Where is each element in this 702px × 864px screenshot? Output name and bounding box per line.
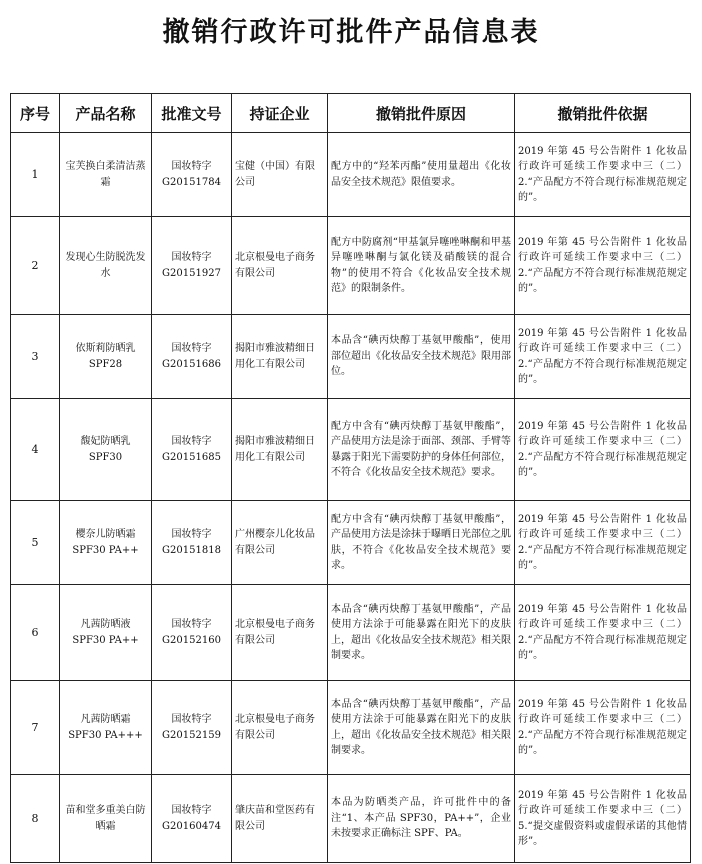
row-product: 依斯莉防晒乳 SPF28 <box>60 315 152 399</box>
header-no: 序号 <box>11 94 60 133</box>
row-reason: 配方中的“羟苯丙酯”使用量超出《化妆品安全技术规范》限值要求。 <box>328 133 515 217</box>
row-basis: 2019 年第 45 号公告附件 1 化妆品行政许可延续工作要求中三（二）2.“产品配方不符合现行标准规范规定的”。 <box>515 585 691 681</box>
row-no: 5 <box>11 501 60 585</box>
row-basis: 2019 年第 45 号公告附件 1 化妆品行政许可延续工作要求中三（二）2.“产品配方不符合现行标准规范规定的”。 <box>515 133 691 217</box>
row-reason: 配方中含有“碘丙炔醇丁基氨甲酸酯”，产品使用方法是涂于面部、颈部、手臂等暴露于阳光下需要防护的身体任何部位，不符合《化妆品安全技术规范》要求。 <box>328 399 515 501</box>
row-product: 凡茜防晒霜 SPF30 PA+++ <box>60 681 152 775</box>
table-header-row <box>11 94 691 133</box>
table-row <box>11 217 691 315</box>
row-product: 馥妃防晒乳 SPF30 <box>60 399 152 501</box>
row-approval: 国妆特字 G20152160 <box>152 585 232 681</box>
row-reason: 本品含“碘丙炔醇丁基氨甲酸酯”，产品使用方法涂于可能暴露在阳光下的皮肤上，超出《化妆品安全技术规范》相关限制要求。 <box>328 585 515 681</box>
row-no: 2 <box>11 217 60 315</box>
page-title: 撤销行政许可批件产品信息表 <box>162 17 540 48</box>
row-reason: 本品含“碘丙炔醇丁基氨甲酸酯”，使用部位超出《化妆品安全技术规范》限用部位。 <box>328 315 515 399</box>
row-product: 凡茜防晒液 SPF30 PA++ <box>60 585 152 681</box>
row-company: 北京根曼电子商务有限公司 <box>232 681 328 775</box>
row-approval: 国妆特字 G20151818 <box>152 501 232 585</box>
row-product: 宝芙换白柔清洁蒸霜 <box>60 133 152 217</box>
table-row <box>11 585 691 681</box>
row-approval: 国妆特字 G20151784 <box>152 133 232 217</box>
row-company: 广州樱奈儿化妆品有限公司 <box>232 501 328 585</box>
row-basis: 2019 年第 45 号公告附件 1 化妆品行政许可延续工作要求中三（二）2.“产品配方不符合现行标准规范规定的”。 <box>515 501 691 585</box>
row-company: 北京根曼电子商务有限公司 <box>232 585 328 681</box>
table-row <box>11 501 691 585</box>
row-company: 北京根曼电子商务有限公司 <box>232 217 328 315</box>
row-no: 6 <box>11 585 60 681</box>
table-row <box>11 681 691 775</box>
row-company: 肇庆苗和堂医药有限公司 <box>232 775 328 863</box>
table-row <box>11 133 691 217</box>
header-reason: 撤销批件原因 <box>328 94 515 133</box>
row-no: 1 <box>11 133 60 217</box>
row-reason: 配方中防腐剂“甲基氯异噻唑啉酮和甲基异噻唑啉酮与氯化镁及硝酸镁的混合物”的使用不符合《化妆品安全技术规范》的限制条件。 <box>328 217 515 315</box>
header-basis: 撤销批件依据 <box>515 94 691 133</box>
row-product: 樱奈儿防晒霜 SPF30 PA++ <box>60 501 152 585</box>
row-company: 揭阳市雅波精细日用化工有限公司 <box>232 399 328 501</box>
revocation-table <box>10 93 691 863</box>
row-product: 苗和堂多重美白防晒霜 <box>60 775 152 863</box>
row-no: 4 <box>11 399 60 501</box>
row-basis: 2019 年第 45 号公告附件 1 化妆品行政许可延续工作要求中三（二）5.“提交虚假资料或虚假承诺的其他情形”。 <box>515 775 691 863</box>
row-reason: 配方中含有“碘丙炔醇丁基氨甲酸酯”，产品使用方法是涂抹于曝晒日光部位之肌肤，不符合《化妆品安全技术规范》要求。 <box>328 501 515 585</box>
row-reason: 本品为防晒类产品，许可批件中的备注“1、本产品 SPF30，PA++”，企业未按要求正确标注 SPF、PA。 <box>328 775 515 863</box>
row-company: 宝健（中国）有限公司 <box>232 133 328 217</box>
row-basis: 2019 年第 45 号公告附件 1 化妆品行政许可延续工作要求中三（二）2.“产品配方不符合现行标准规范规定的”。 <box>515 399 691 501</box>
row-basis: 2019 年第 45 号公告附件 1 化妆品行政许可延续工作要求中三（二）2.“产品配方不符合现行标准规范规定的”。 <box>515 315 691 399</box>
row-company: 揭阳市雅波精细日用化工有限公司 <box>232 315 328 399</box>
row-no: 8 <box>11 775 60 863</box>
row-approval: 国妆特字 G20151685 <box>152 399 232 501</box>
header-approval: 批准文号 <box>152 94 232 133</box>
table-row <box>11 315 691 399</box>
row-no: 7 <box>11 681 60 775</box>
row-basis: 2019 年第 45 号公告附件 1 化妆品行政许可延续工作要求中三（二）2.“产品配方不符合现行标准规范规定的”。 <box>515 217 691 315</box>
header-product: 产品名称 <box>60 94 152 133</box>
header-company: 持证企业 <box>232 94 328 133</box>
row-approval: 国妆特字 G20152159 <box>152 681 232 775</box>
row-approval: 国妆特字 G20151686 <box>152 315 232 399</box>
row-basis: 2019 年第 45 号公告附件 1 化妆品行政许可延续工作要求中三（二）2.“产品配方不符合现行标准规范规定的”。 <box>515 681 691 775</box>
row-approval: 国妆特字 G20160474 <box>152 775 232 863</box>
row-approval: 国妆特字 G20151927 <box>152 217 232 315</box>
table-row <box>11 775 691 863</box>
table-row <box>11 399 691 501</box>
row-product: 发现心生防脱洗发水 <box>60 217 152 315</box>
row-reason: 本品含“碘丙炔醇丁基氨甲酸酯”，产品使用方法涂于可能暴露在阳光下的皮肤上，超出《化妆品安全技术规范》相关限制要求。 <box>328 681 515 775</box>
row-no: 3 <box>11 315 60 399</box>
